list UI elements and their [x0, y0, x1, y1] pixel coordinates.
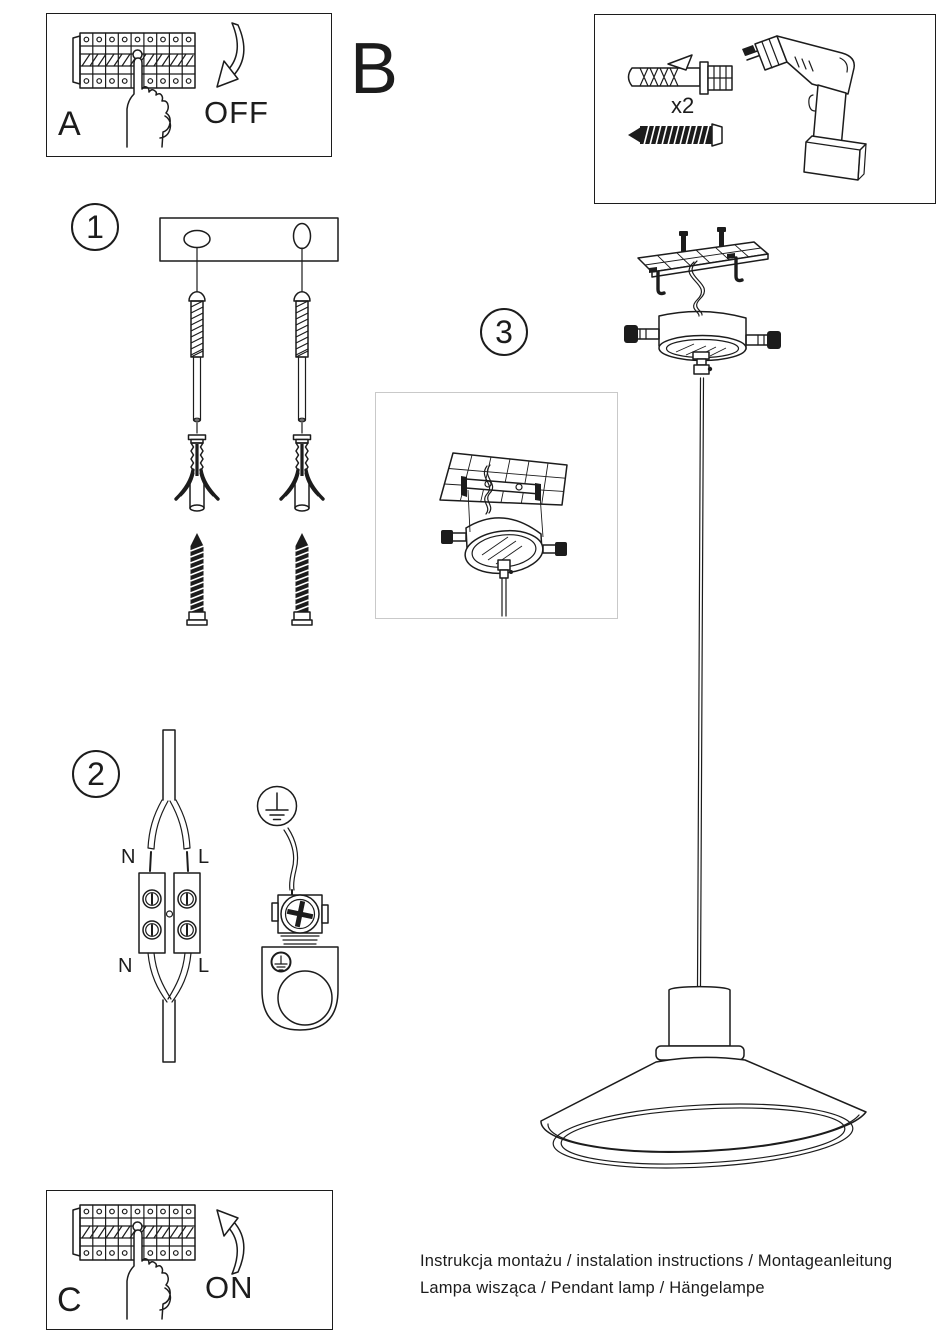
cord-icon: [698, 378, 704, 986]
panel-a-label: A: [58, 105, 81, 143]
footer-product-line: Lampa wisząca / Pendant lamp / Hängelampe: [420, 1279, 765, 1297]
ground-symbol-icon: [258, 787, 297, 826]
breaker-panel-c-icon: [73, 1205, 195, 1319]
quantity-label: x2: [671, 93, 695, 118]
off-label: OFF: [204, 95, 269, 130]
terminal-block-icon: [139, 873, 200, 953]
wire-l-top-label: L: [198, 846, 210, 868]
footer-title-line: Instrukcja montażu / instalation instructions / Montageanleitung: [420, 1252, 893, 1270]
wall-plug-icon: [629, 55, 733, 94]
ceiling-detail-icon: [440, 453, 567, 616]
anchor-and-screw-left: [176, 248, 218, 625]
step-3-number: 3: [495, 313, 513, 350]
breaker-panel-a-icon: [73, 33, 195, 147]
on-label: ON: [205, 1270, 254, 1305]
step-1-badge: [71, 203, 119, 251]
ground-wire-icon: [284, 828, 298, 905]
step-2-number: 2: [87, 755, 105, 792]
step-1-number: 1: [86, 208, 104, 245]
ground-terminal-icon: [262, 895, 338, 1030]
drill-icon: [742, 36, 866, 180]
arrow-down-icon: [217, 23, 244, 87]
anchor-and-screw-right: [281, 248, 323, 625]
wire-l-bottom-label: L: [198, 955, 210, 977]
mounting-bracket-icon: [160, 218, 338, 261]
panel-c-label: C: [57, 1281, 82, 1319]
power-cable-top-icon: [148, 730, 190, 871]
step-3-badge: [480, 308, 528, 356]
ceiling-bracket-icon: [638, 227, 768, 294]
wire-n-bottom-label: N: [118, 955, 133, 977]
pendant-lamp-icon: [541, 987, 866, 1175]
power-cable-bottom-icon: [148, 953, 191, 1062]
arrow-up-icon: [217, 1210, 244, 1274]
screw-horizontal-icon: [628, 124, 722, 146]
canopy-icon: [624, 311, 781, 374]
section-b-label: B: [350, 29, 399, 109]
step-2-badge: [72, 750, 120, 798]
wire-n-top-label: N: [121, 846, 136, 868]
